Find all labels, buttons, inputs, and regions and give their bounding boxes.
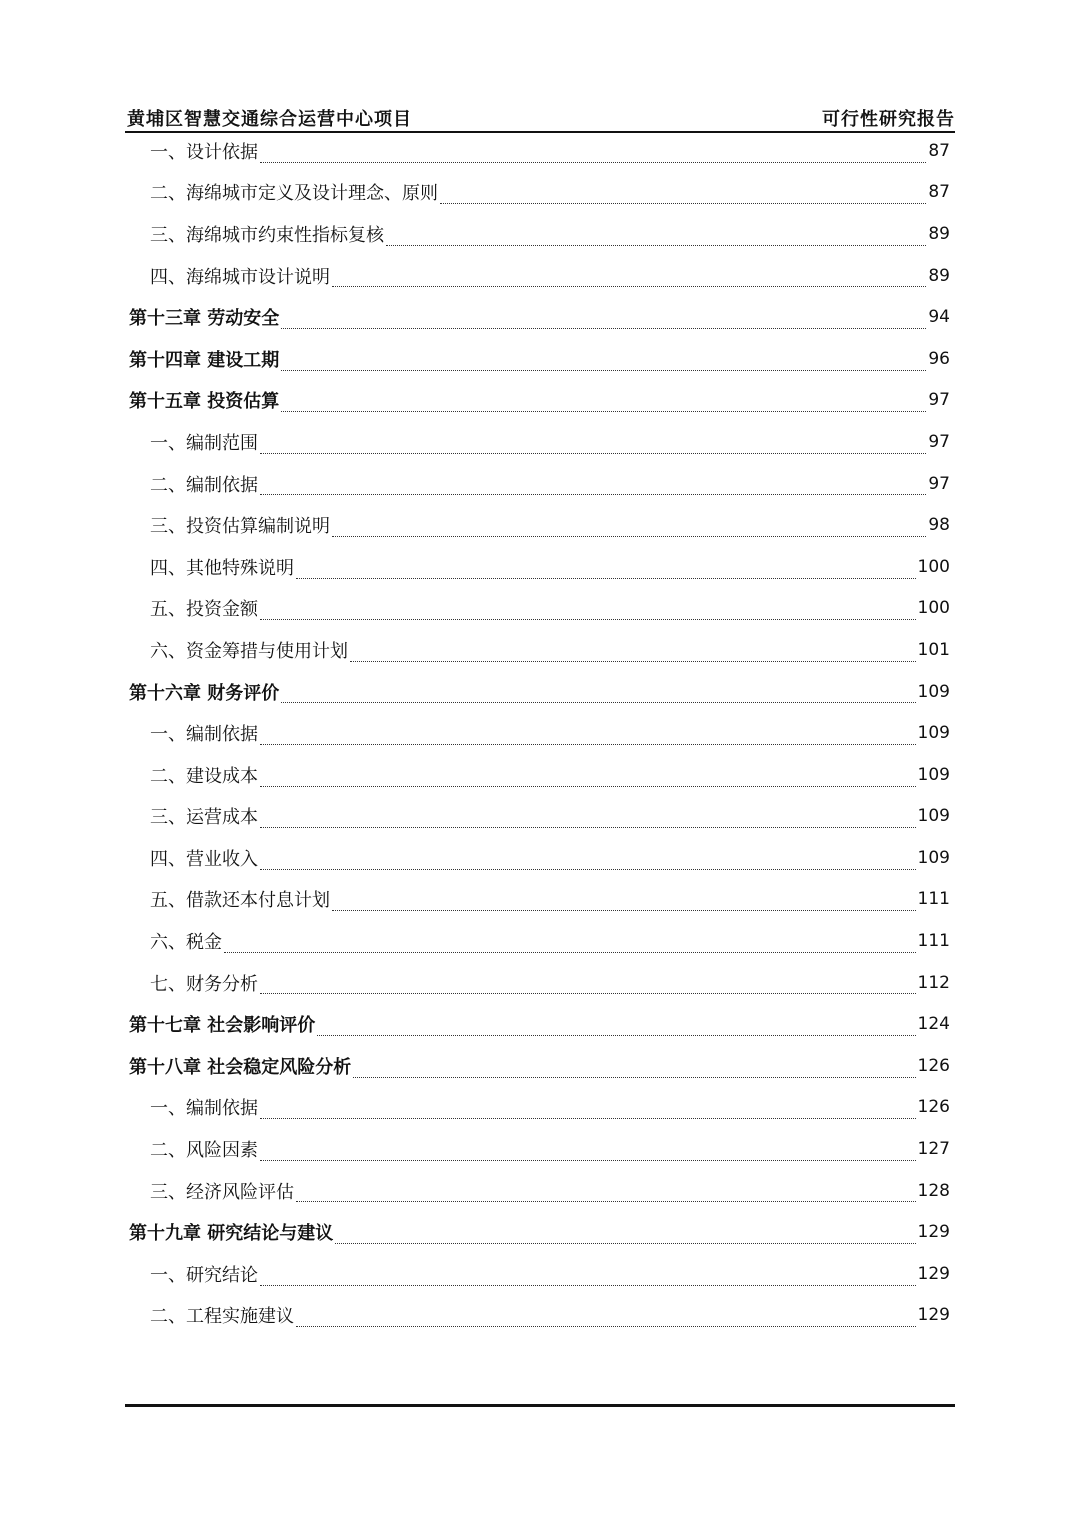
dot-leader <box>281 690 915 703</box>
toc-page-number: 127 <box>917 1139 950 1160</box>
toc-section-entry[interactable] <box>0 172 1080 214</box>
dot-leader <box>260 1273 916 1286</box>
toc-page-number: 129 <box>917 1305 950 1326</box>
toc-chapter-entry[interactable] <box>0 1211 1080 1253</box>
toc-entry-title: 六、税金 <box>150 932 222 954</box>
toc-section-entry[interactable] <box>0 255 1080 297</box>
toc-page-number: 109 <box>917 847 950 868</box>
toc-chapter-entry[interactable] <box>0 338 1080 380</box>
toc-page-number: 111 <box>917 889 950 910</box>
toc-entry-title: 四、海绵城市设计说明 <box>150 266 330 288</box>
toc-section-entry[interactable] <box>0 796 1080 838</box>
toc-section-entry[interactable] <box>0 1253 1080 1295</box>
toc-page-number: 87 <box>928 140 950 161</box>
toc-section-entry[interactable] <box>0 1295 1080 1337</box>
toc-page-number: 109 <box>917 764 950 785</box>
dot-leader <box>260 441 926 454</box>
toc-entry-title: 第十九章 研究结论与建议 <box>129 1223 334 1245</box>
toc-page-number: 97 <box>928 390 950 411</box>
page-header <box>127 104 955 132</box>
toc-entry-title: 一、设计依据 <box>150 141 258 163</box>
toc-entry-title: 四、其他特殊说明 <box>150 557 294 579</box>
toc-page-number: 109 <box>917 681 950 702</box>
toc-section-entry[interactable] <box>0 130 1080 172</box>
toc-entry-title: 三、海绵城市约束性指标复核 <box>150 224 384 246</box>
toc-chapter-entry[interactable] <box>0 296 1080 338</box>
toc-section-entry[interactable] <box>0 463 1080 505</box>
toc-entry-title: 二、编制依据 <box>150 474 258 496</box>
toc-page-number: 97 <box>928 473 950 494</box>
toc-page-number: 89 <box>928 223 950 244</box>
dot-leader <box>224 940 916 953</box>
toc-entry-title: 第十六章 财务评价 <box>129 682 280 704</box>
toc-page-number: 129 <box>917 1263 950 1284</box>
dot-leader <box>260 1106 916 1119</box>
dot-leader <box>281 358 926 371</box>
toc-page-number: 94 <box>928 307 950 328</box>
toc-section-entry[interactable] <box>0 754 1080 796</box>
toc-page-number: 89 <box>928 265 950 286</box>
footer-divider <box>125 1404 955 1407</box>
dot-leader <box>260 150 926 163</box>
toc-page-number: 128 <box>917 1180 950 1201</box>
project-title: 黄埔区智慧交通综合运营中心项目 <box>127 109 412 130</box>
toc-entry-title: 二、工程实施建议 <box>150 1306 294 1328</box>
dot-leader <box>353 1065 915 1078</box>
dot-leader <box>260 1148 916 1161</box>
toc-page-number: 98 <box>928 515 950 536</box>
toc-entry-title: 一、研究结论 <box>150 1264 258 1286</box>
dot-leader <box>350 649 916 662</box>
toc-entry-title: 第十三章 劳动安全 <box>129 308 280 330</box>
toc-section-entry[interactable] <box>0 546 1080 588</box>
toc-entry-title: 二、风险因素 <box>150 1140 258 1162</box>
toc-entry-title: 五、借款还本付息计划 <box>150 890 330 912</box>
toc-section-entry[interactable] <box>0 1128 1080 1170</box>
report-type: 可行性研究报告 <box>822 109 955 130</box>
toc-entry-title: 第十八章 社会稳定风险分析 <box>129 1056 352 1078</box>
dot-leader <box>296 1314 916 1327</box>
dot-leader <box>332 898 916 911</box>
toc-chapter-entry[interactable] <box>0 1045 1080 1087</box>
toc-page-number: 96 <box>928 348 950 369</box>
toc-section-entry[interactable] <box>0 1087 1080 1129</box>
toc-section-entry[interactable] <box>0 712 1080 754</box>
toc-entry-title: 一、编制依据 <box>150 1098 258 1120</box>
toc-page-number: 126 <box>917 1097 950 1118</box>
toc-entry-title: 五、投资金额 <box>150 599 258 621</box>
toc-entry-title: 第十七章 社会影响评价 <box>129 1015 316 1037</box>
toc-chapter-entry[interactable] <box>0 671 1080 713</box>
toc-chapter-entry[interactable] <box>0 1003 1080 1045</box>
toc-section-entry[interactable] <box>0 962 1080 1004</box>
dot-leader <box>386 233 926 246</box>
dot-leader <box>260 857 916 870</box>
dot-leader <box>281 399 926 412</box>
dot-leader <box>317 1023 915 1036</box>
dot-leader <box>296 566 916 579</box>
toc-section-entry[interactable] <box>0 629 1080 671</box>
dot-leader <box>260 774 916 787</box>
toc-section-entry[interactable] <box>0 588 1080 630</box>
toc-entry-title: 三、经济风险评估 <box>150 1181 294 1203</box>
toc-page-number: 101 <box>917 639 950 660</box>
dot-leader <box>260 981 916 994</box>
toc-section-entry[interactable] <box>0 504 1080 546</box>
dot-leader <box>260 607 916 620</box>
toc-section-entry[interactable] <box>0 421 1080 463</box>
toc-page-number: 100 <box>917 598 950 619</box>
dot-leader <box>260 732 916 745</box>
dot-leader <box>335 1231 915 1244</box>
table-of-contents <box>0 130 1080 1336</box>
toc-page-number: 87 <box>928 182 950 203</box>
toc-section-entry[interactable] <box>0 837 1080 879</box>
dot-leader <box>296 1189 916 1202</box>
toc-page-number: 129 <box>917 1222 950 1243</box>
toc-entry-title: 三、运营成本 <box>150 807 258 829</box>
dot-leader <box>332 274 926 287</box>
dot-leader <box>332 524 926 537</box>
toc-page-number: 109 <box>917 723 950 744</box>
toc-page-number: 111 <box>917 931 950 952</box>
toc-entry-title: 二、海绵城市定义及设计理念、原则 <box>150 183 438 205</box>
toc-section-entry[interactable] <box>0 213 1080 255</box>
toc-section-entry[interactable] <box>0 1170 1080 1212</box>
toc-section-entry[interactable] <box>0 879 1080 921</box>
toc-entry-title: 第十四章 建设工期 <box>129 349 280 371</box>
toc-section-entry[interactable] <box>0 920 1080 962</box>
toc-page-number: 112 <box>917 972 950 993</box>
toc-page-number: 126 <box>917 1055 950 1076</box>
toc-chapter-entry[interactable] <box>0 380 1080 422</box>
dot-leader <box>260 482 926 495</box>
toc-page-number: 97 <box>928 431 950 452</box>
toc-entry-title: 二、建设成本 <box>150 765 258 787</box>
toc-page-number: 100 <box>917 556 950 577</box>
dot-leader <box>440 191 926 204</box>
dot-leader <box>281 316 926 329</box>
toc-entry-title: 第十五章 投资估算 <box>129 391 280 413</box>
toc-entry-title: 一、编制范围 <box>150 432 258 454</box>
toc-page-number: 109 <box>917 806 950 827</box>
toc-entry-title: 六、资金筹措与使用计划 <box>150 640 348 662</box>
toc-entry-title: 四、营业收入 <box>150 848 258 870</box>
toc-entry-title: 一、编制依据 <box>150 724 258 746</box>
dot-leader <box>260 815 916 828</box>
toc-entry-title: 三、投资估算编制说明 <box>150 516 330 538</box>
toc-page-number: 124 <box>917 1014 950 1035</box>
toc-entry-title: 七、财务分析 <box>150 973 258 995</box>
